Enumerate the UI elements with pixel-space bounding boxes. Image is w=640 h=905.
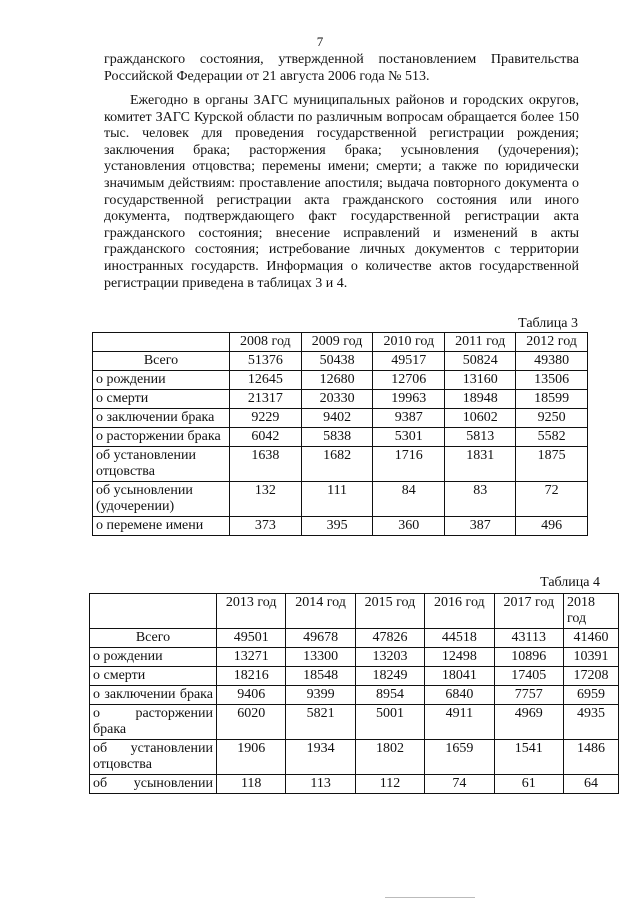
table4-cell: 5001 xyxy=(355,705,424,740)
table4-cell: 5821 xyxy=(286,705,355,740)
table-4 xyxy=(89,593,619,794)
table4-cell: 1659 xyxy=(425,740,494,775)
table3-header-cell xyxy=(93,333,230,352)
table3-cell: 1831 xyxy=(445,447,516,482)
table4-row-label: о рождении xyxy=(90,648,217,667)
table3-cell: 387 xyxy=(445,517,516,536)
table4-cell: 44518 xyxy=(425,629,494,648)
table3-cell: 9250 xyxy=(516,409,588,428)
table3-cell: 9387 xyxy=(373,409,445,428)
table3-cell: 10602 xyxy=(445,409,516,428)
table4-cell: 6840 xyxy=(425,686,494,705)
table4-header-cell xyxy=(90,594,217,629)
table3-cell: 50438 xyxy=(301,352,373,371)
table3-cell: 50824 xyxy=(445,352,516,371)
table4-cell: 64 xyxy=(564,775,619,794)
table-row xyxy=(90,705,619,740)
table4-cell: 6959 xyxy=(564,686,619,705)
table3-row-label: о смерти xyxy=(93,390,230,409)
table4-row-label: об усыновлении xyxy=(90,775,217,794)
table3-cell: 49380 xyxy=(516,352,588,371)
table4-cell: 1906 xyxy=(217,740,286,775)
table3-cell: 9229 xyxy=(230,409,302,428)
table4-cell: 18548 xyxy=(286,667,355,686)
table3-cell: 12645 xyxy=(230,371,302,390)
table3-cell: 395 xyxy=(301,517,373,536)
table4-cell: 47826 xyxy=(355,629,424,648)
table3-row-label: о расторжении брака xyxy=(93,428,230,447)
table4-row-label: об установлении отцовства xyxy=(90,740,217,775)
table4-row-label: Всего xyxy=(90,629,217,648)
page-number: 7 xyxy=(316,34,324,49)
paragraph-continuation: гражданского состояния, утвержденной постановлением Правительства Российской Федерации от 21 августа 2006 года № 513. xyxy=(104,52,579,84)
table4-cell: 17405 xyxy=(494,667,563,686)
table3-cell: 18599 xyxy=(516,390,588,409)
table3-cell: 1638 xyxy=(230,447,302,482)
table-row xyxy=(90,667,619,686)
table3-cell: 12706 xyxy=(373,371,445,390)
table4-cell: 13203 xyxy=(355,648,424,667)
table3-header-cell: 2010 год xyxy=(373,333,445,352)
table4-cell: 4969 xyxy=(494,705,563,740)
table4-cell: 61 xyxy=(494,775,563,794)
table4-cell: 17208 xyxy=(564,667,619,686)
table4-cell: 18041 xyxy=(425,667,494,686)
table4-header-cell: 2018 год xyxy=(564,594,619,629)
table4-cell: 9406 xyxy=(217,686,286,705)
table4-cell: 1541 xyxy=(494,740,563,775)
table3-row-label: о перемене имени xyxy=(93,517,230,536)
table4-row-label: о расторжении брака xyxy=(90,705,217,740)
table4-header-cell: 2016 год xyxy=(425,594,494,629)
table4-cell: 7757 xyxy=(494,686,563,705)
table3-cell: 83 xyxy=(445,482,516,517)
table3-cell: 13160 xyxy=(445,371,516,390)
table4-cell: 8954 xyxy=(355,686,424,705)
table4-cell: 41460 xyxy=(564,629,619,648)
table4-cell: 1486 xyxy=(564,740,619,775)
table3-header-cell: 2011 год xyxy=(445,333,516,352)
table4-cell: 12498 xyxy=(425,648,494,667)
table-row xyxy=(90,629,619,648)
table3-cell: 51376 xyxy=(230,352,302,371)
table3-cell: 9402 xyxy=(301,409,373,428)
table3-cell: 360 xyxy=(373,517,445,536)
table4-cell: 1802 xyxy=(355,740,424,775)
table3-row-label: об усыновлении (удочерении) xyxy=(93,482,230,517)
table4-cell: 49678 xyxy=(286,629,355,648)
table4-row-label: о заключении брака xyxy=(90,686,217,705)
table4-cell: 4935 xyxy=(564,705,619,740)
table3-cell: 5301 xyxy=(373,428,445,447)
table4-cell: 118 xyxy=(217,775,286,794)
table4-cell: 49501 xyxy=(217,629,286,648)
table4-header-cell: 2013 год xyxy=(217,594,286,629)
table4-caption: Таблица 4 xyxy=(540,575,600,590)
table3-cell: 6042 xyxy=(230,428,302,447)
table3-cell: 5582 xyxy=(516,428,588,447)
table3-header-cell: 2012 год xyxy=(516,333,588,352)
table3-cell: 13506 xyxy=(516,371,588,390)
table3-row-label: об установлении отцовства xyxy=(93,447,230,482)
table4-cell: 74 xyxy=(425,775,494,794)
table4-cell: 112 xyxy=(355,775,424,794)
table3-cell: 21317 xyxy=(230,390,302,409)
table4-header-cell: 2017 год xyxy=(494,594,563,629)
table-row xyxy=(93,390,588,409)
table3-header-row xyxy=(93,333,588,352)
table-row xyxy=(93,352,588,371)
paragraph-main: Ежегодно в органы ЗАГС муниципальных районов и городских округов, комитет ЗАГС Курской области по различным вопросам обращается более 150 тыс. человек для проведения государственной регистрации рождения; заключения брака; расторжения брака; усыновления (удочерения); установления отцовства; перемены имени; смерти; а также по юридически значимым действиям: проставление апостиля; выдача повторного документа о государственной регистрации акта гражданского состояния или иного документа, подтверждающего факт государственной регистрации акта гражданского состояния; внесение исправлений и изменений в акты гражданского состояния; истребование личных документов с территории иностранных государств. Информация о количестве актов государственной регистрации приведена в таблицах 3 и 4. xyxy=(104,93,579,291)
table4-header-cell: 2014 год xyxy=(286,594,355,629)
table-row xyxy=(90,775,619,794)
table3-cell: 5838 xyxy=(301,428,373,447)
table3-cell: 84 xyxy=(373,482,445,517)
table3-cell: 72 xyxy=(516,482,588,517)
table4-cell: 113 xyxy=(286,775,355,794)
table4-cell: 18216 xyxy=(217,667,286,686)
table3-caption: Таблица 3 xyxy=(518,316,578,331)
table3-cell: 20330 xyxy=(301,390,373,409)
table3-cell: 111 xyxy=(301,482,373,517)
table3-cell: 1682 xyxy=(301,447,373,482)
table4-cell: 18249 xyxy=(355,667,424,686)
table4-cell: 1934 xyxy=(286,740,355,775)
scan-edge-mark xyxy=(385,897,475,898)
table-3 xyxy=(92,332,588,536)
table3-cell: 18948 xyxy=(445,390,516,409)
table3-header-cell: 2008 год xyxy=(230,333,302,352)
table3-cell: 132 xyxy=(230,482,302,517)
table4-cell: 43113 xyxy=(494,629,563,648)
table4-row-label: о смерти xyxy=(90,667,217,686)
table3-cell: 12680 xyxy=(301,371,373,390)
table-row xyxy=(90,648,619,667)
table3-row-label: о рождении xyxy=(93,371,230,390)
table4-cell: 10391 xyxy=(564,648,619,667)
table3-cell: 49517 xyxy=(373,352,445,371)
table3-cell: 1716 xyxy=(373,447,445,482)
table4-cell: 6020 xyxy=(217,705,286,740)
table4-cell: 9399 xyxy=(286,686,355,705)
table4-cell: 13300 xyxy=(286,648,355,667)
table3-row-label: Всего xyxy=(93,352,230,371)
table3-cell: 1875 xyxy=(516,447,588,482)
table3-header-cell: 2009 год xyxy=(301,333,373,352)
table-row xyxy=(93,447,588,482)
table4-header-cell: 2015 год xyxy=(355,594,424,629)
table3-cell: 5813 xyxy=(445,428,516,447)
table3-cell: 496 xyxy=(516,517,588,536)
table-row xyxy=(93,409,588,428)
table4-cell: 13271 xyxy=(217,648,286,667)
table4-cell: 4911 xyxy=(425,705,494,740)
table3-row-label: о заключении брака xyxy=(93,409,230,428)
table3-cell: 19963 xyxy=(373,390,445,409)
table-row xyxy=(93,428,588,447)
table-row xyxy=(93,517,588,536)
table-row xyxy=(90,740,619,775)
table3-cell: 373 xyxy=(230,517,302,536)
table4-cell: 10896 xyxy=(494,648,563,667)
table-row xyxy=(90,686,619,705)
table4-header-row xyxy=(90,594,619,629)
table-row xyxy=(93,482,588,517)
table-row xyxy=(93,371,588,390)
